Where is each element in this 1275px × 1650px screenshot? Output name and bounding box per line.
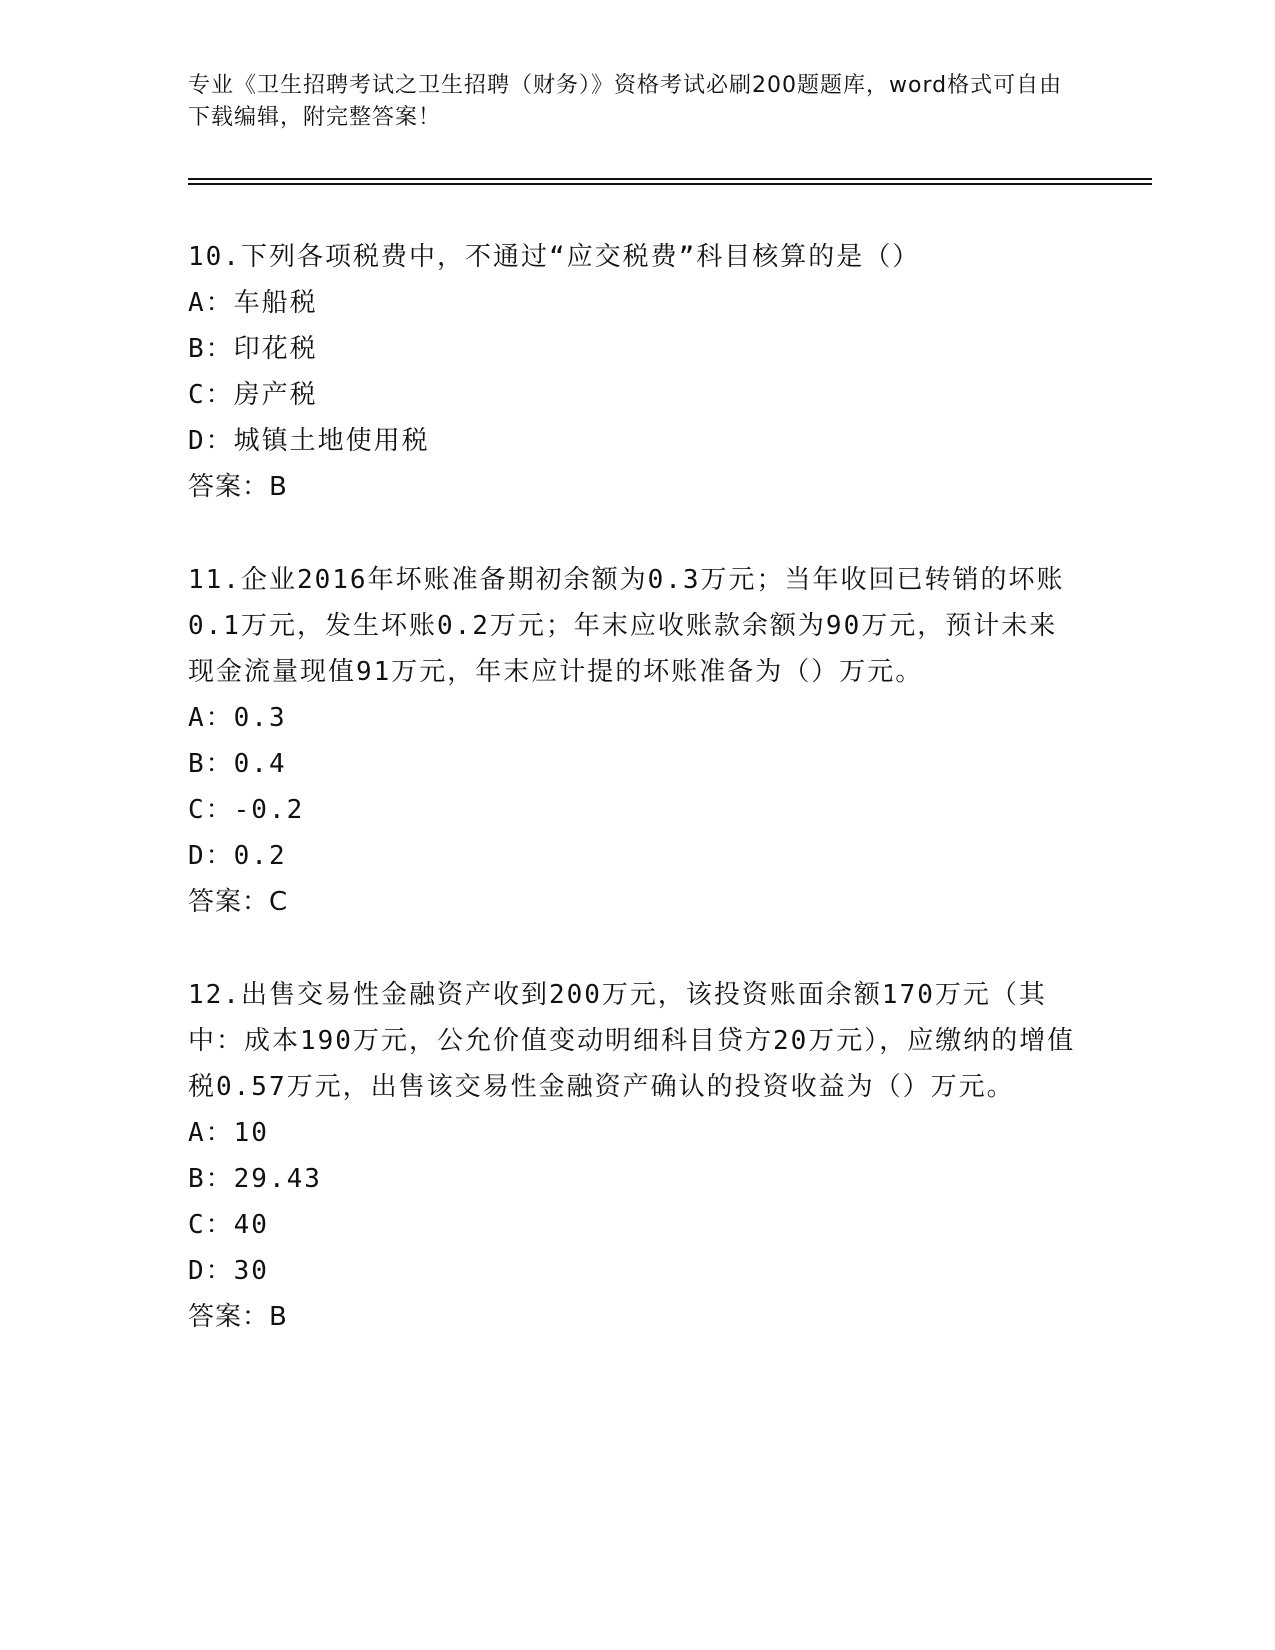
option-c: C：40 — [188, 1210, 269, 1240]
option-d: D：0.2 — [188, 841, 287, 871]
option-d: D：30 — [188, 1256, 269, 1286]
answer-line: 答案：B — [188, 1302, 288, 1332]
header-divider-bottom — [188, 183, 1152, 185]
option-b: B：29.43 — [188, 1164, 322, 1194]
header-divider-top — [188, 178, 1152, 180]
answer-line: 答案：B — [188, 472, 288, 502]
question-11 — [188, 557, 1078, 925]
question-10 — [188, 234, 1078, 510]
option-d: D：城镇土地使用税 — [188, 426, 430, 456]
document-header: 专业《卫生招聘考试之卫生招聘（财务）》资格考试必刷200题题库，word格式可自由下载编辑，附完整答案！ — [188, 73, 1063, 130]
question-stem: 12.出售交易性金融资产收到200万元，该投资账面余额170万元（其中：成本190万元，公允价值变动明细科目贷方20万元），应缴纳的增值税0.57万元，出售该交易性金融资产确认的投资收益为（）万元。 — [188, 980, 1076, 1102]
question-12 — [188, 972, 1078, 1340]
option-b: B：0.4 — [188, 749, 287, 779]
option-a: A：车船税 — [188, 288, 318, 318]
option-a: A：10 — [188, 1118, 269, 1148]
option-b: B：印花税 — [188, 334, 318, 364]
option-c: C：-0.2 — [188, 795, 305, 825]
answer-line: 答案：C — [188, 887, 289, 917]
option-c: C：房产税 — [188, 380, 318, 410]
question-list — [188, 234, 1078, 1387]
question-stem: 10.下列各项税费中，不通过“应交税费”科目核算的是（） — [188, 242, 921, 272]
question-stem: 11.企业2016年坏账准备期初余额为0.3万元；当年收回已转销的坏账0.1万元，发生坏账0.2万元；年末应收账款余额为90万元，预计未来现金流量现值91万元，年末应计提的坏账准备为（）万元。 — [188, 565, 1065, 687]
option-a: A：0.3 — [188, 703, 287, 733]
